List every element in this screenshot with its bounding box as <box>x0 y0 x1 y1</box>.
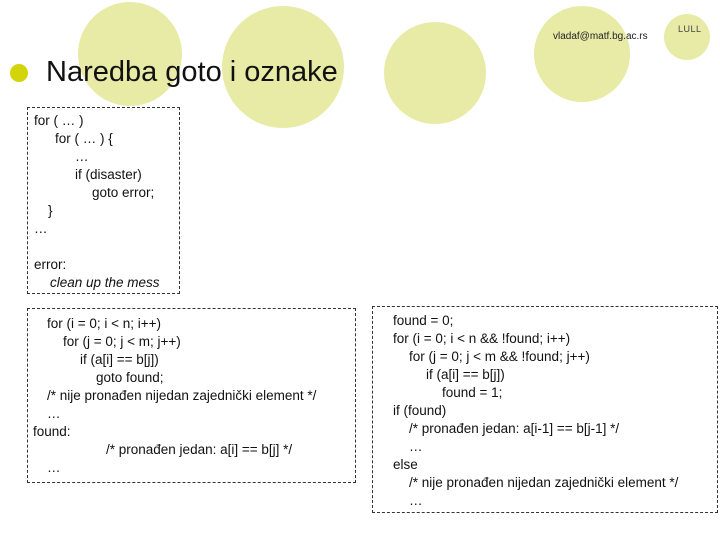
code-line: … <box>75 149 89 164</box>
code-line: found = 1; <box>442 385 503 400</box>
code-line: error: <box>34 257 67 272</box>
code-line: if (disaster) <box>75 167 142 182</box>
code-line: /* nije pronađen nijedan zajednički element */ <box>47 388 317 403</box>
code-line: /* pronađen jedan: a[i] == b[j] */ <box>106 442 293 457</box>
code-line: for ( … ) <box>34 113 84 128</box>
code-line: if (found) <box>393 403 447 418</box>
code-line: /* nije pronađen nijedan zajednički element */ <box>409 475 679 490</box>
code-line: found: <box>33 424 71 439</box>
decor-circle <box>664 14 710 60</box>
code-line: … <box>34 221 48 236</box>
code-line: for ( … ) { <box>55 131 113 146</box>
code-line: /* pronađen jedan: a[i-1] == b[j-1] */ <box>409 421 620 436</box>
code-line: if (a[i] == b[j]) <box>426 367 505 382</box>
title-bullet-icon <box>10 64 28 82</box>
code-line: for (i = 0; i < n; i++) <box>47 316 162 331</box>
code-line: clean up the mess <box>50 275 160 290</box>
code-line: for (j = 0; j < m; j++) <box>63 334 181 349</box>
code-line: if (a[i] == b[j]) <box>80 352 159 367</box>
code-line: … <box>409 439 423 454</box>
code-line: } <box>48 203 53 218</box>
code-line: goto error; <box>92 185 155 200</box>
author-email: vladaf@matf.bg.ac.rs <box>553 31 648 42</box>
code-line: found = 0; <box>393 313 454 328</box>
page-number: LULL <box>678 24 702 34</box>
decor-circle <box>534 6 630 102</box>
code-line: goto found; <box>96 370 164 385</box>
code-line: for (i = 0; i < n && !found; i++) <box>393 331 571 346</box>
slide-title: Naredba goto i oznake <box>46 56 338 88</box>
decor-circle <box>384 22 486 124</box>
code-line: … <box>409 493 423 508</box>
code-line: else <box>393 457 418 472</box>
decor-circle <box>78 2 182 106</box>
code-line: … <box>47 460 61 475</box>
code-line: … <box>47 406 61 421</box>
code-line: for (j = 0; j < m && !found; j++) <box>409 349 590 364</box>
